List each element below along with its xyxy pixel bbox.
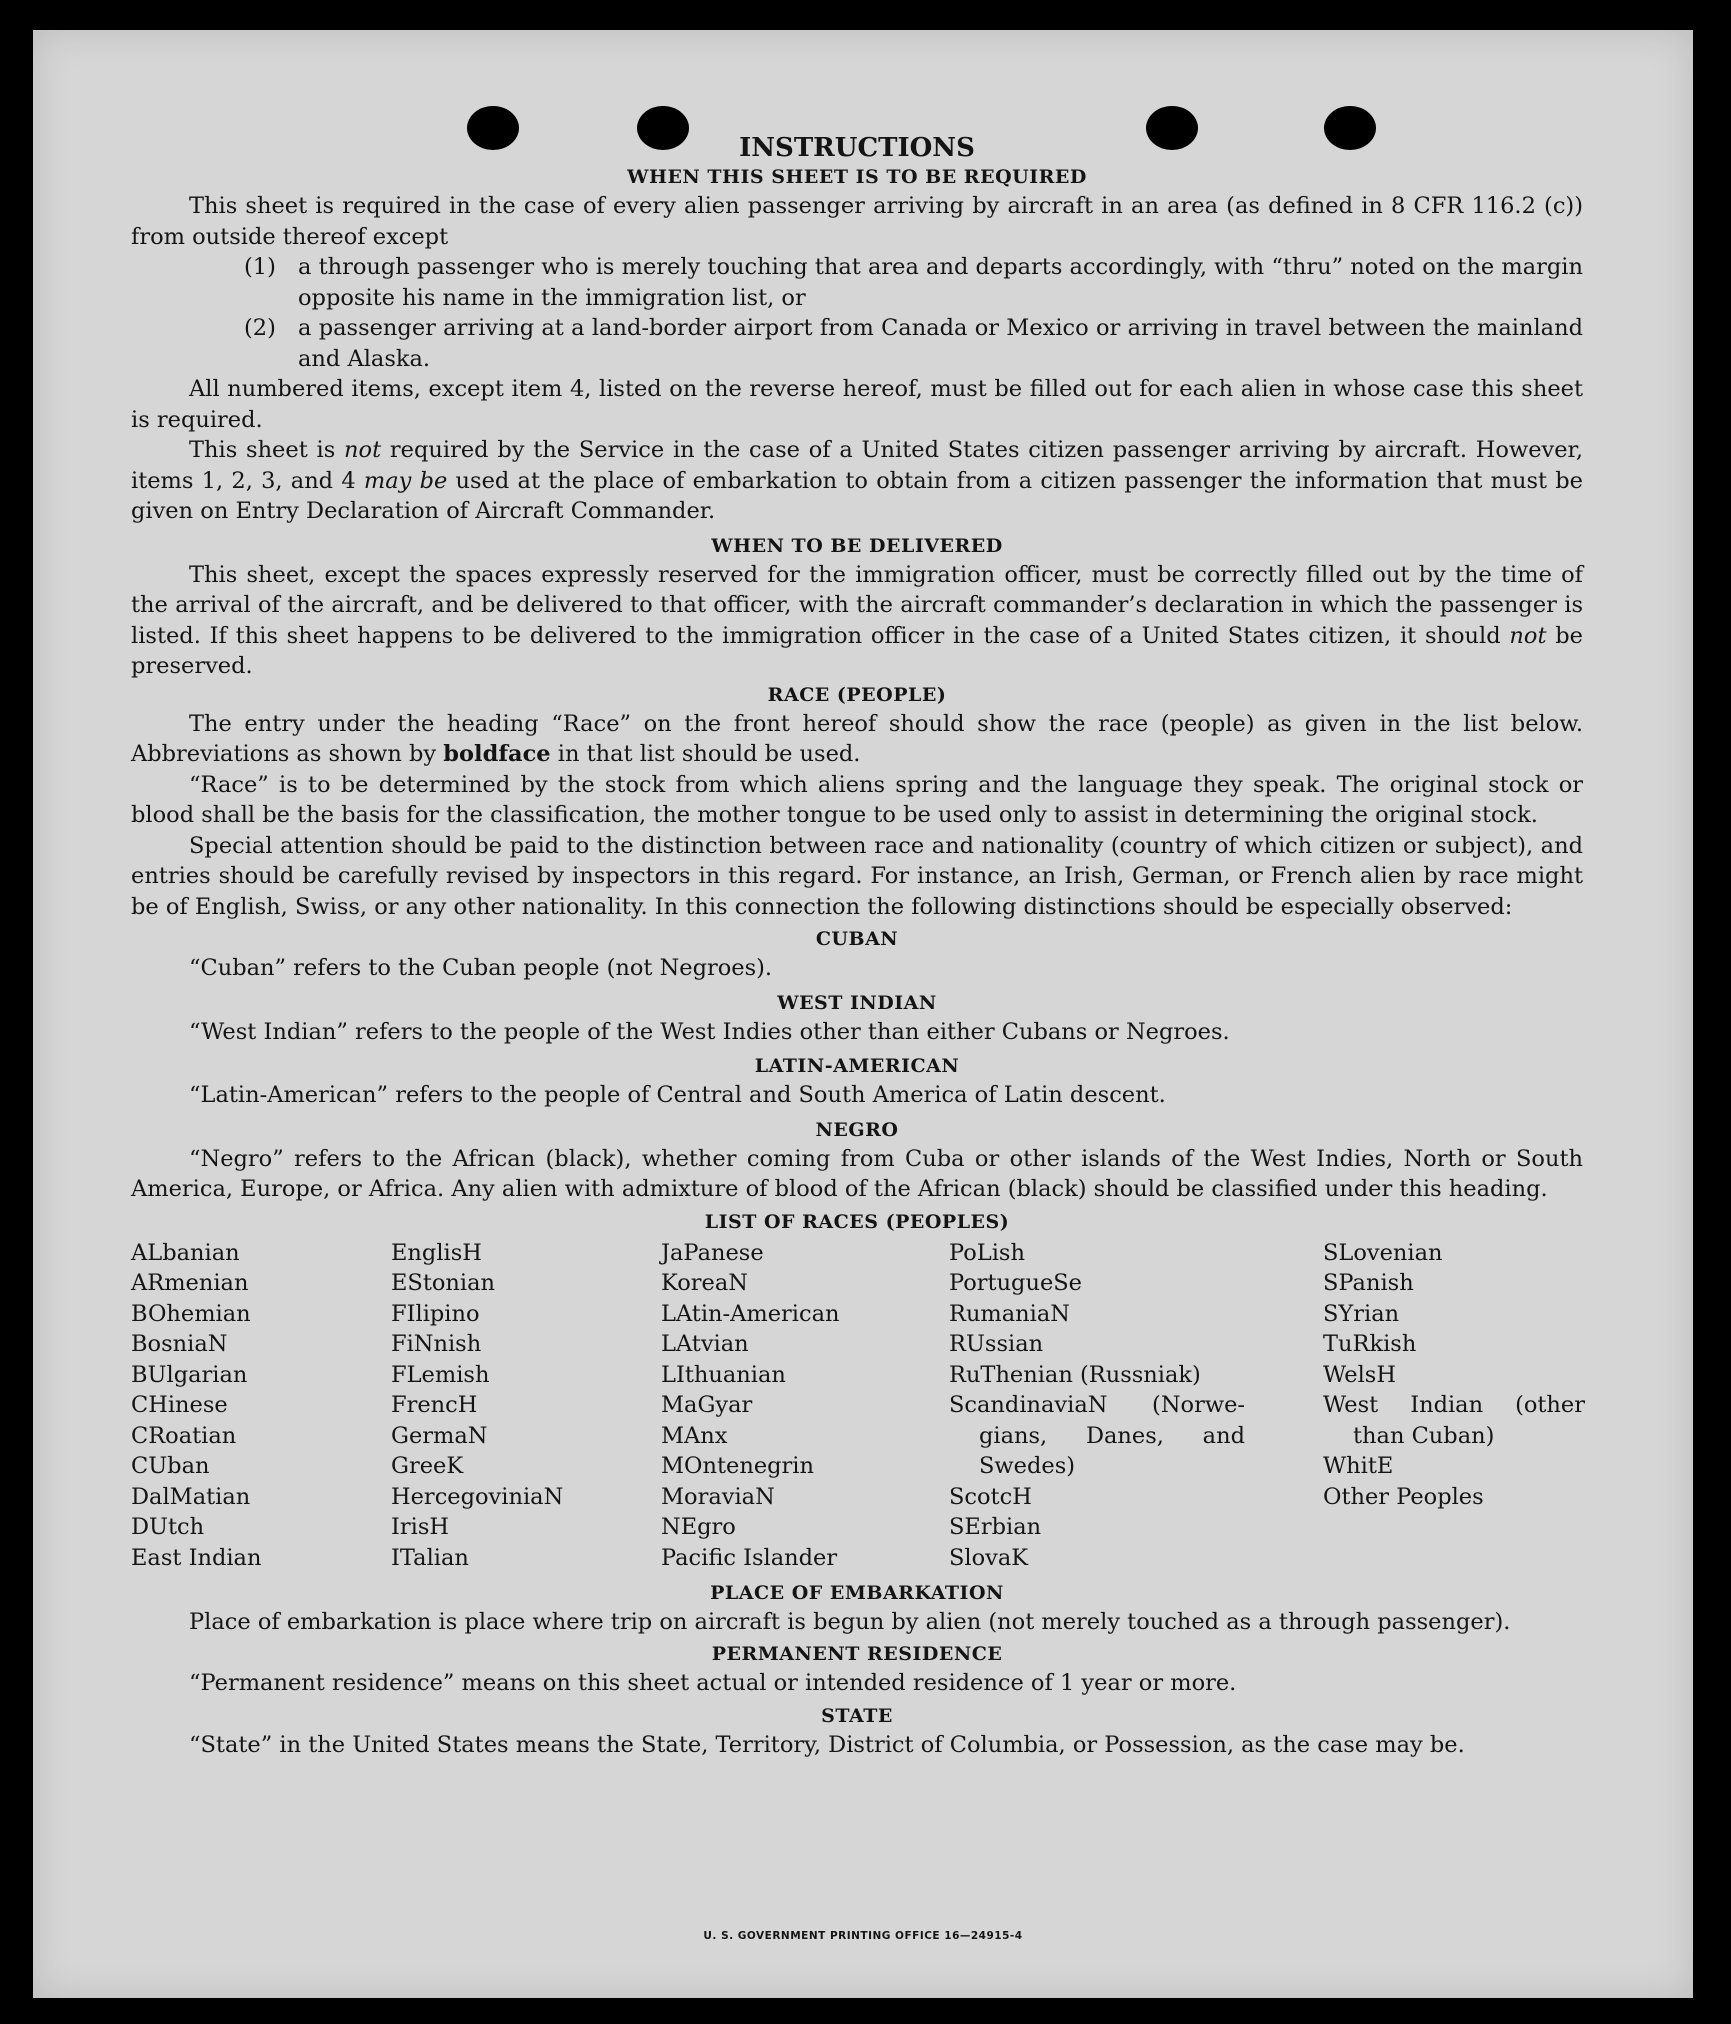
list-item: ARmenian (131, 1270, 249, 1296)
paragraph: “Latin-American” refers to the people of Central and South America of Latin descent. (189, 1082, 1166, 1108)
heading-permanent-residence: PERMANENT RESIDENCE (711, 1643, 1003, 1665)
list-item-continued: gians, Danes, and (979, 1422, 1245, 1449)
list-item: SPanish (1323, 1270, 1414, 1296)
paragraph: “Permanent residence” means on this sheet actual or intended residence of 1 year or more. (189, 1670, 1237, 1696)
list-item: BUlgarian (131, 1361, 248, 1388)
heading-list-of-races: LIST OF RACES (PEOPLES) (704, 1210, 1010, 1233)
list-item: WhitE (1323, 1453, 1394, 1479)
list-item: GreeK (391, 1453, 464, 1479)
list-item: CRoatian (131, 1422, 237, 1449)
heading-when-delivered: WHEN TO BE DELIVERED (711, 534, 1003, 557)
paragraph: This sheet is required in the case of every alien passenger arriving by aircraft in an area (as defined in 8 CFR 116.2 (c)) from outside thereof except (131, 193, 1583, 250)
numbered-item (131, 313, 1583, 374)
text-run: used at the place of embarkation to obtain from a citizen passenger the information that must be given on Entry Declaration of Aircraft Commander. (131, 467, 1583, 524)
emphasis: may be (363, 467, 448, 494)
paragraph: “West Indian” refers to the people of the West Indies other than either Cubans or Negroes. (189, 1018, 1230, 1045)
heading-cuban: CUBAN (815, 928, 899, 950)
text-run: The entry under the heading “Race” on the front hereof should show the race (people) as given in the list below. Abbreviations as shown by (131, 710, 1583, 767)
list-item: FiNnish (391, 1331, 482, 1357)
heading-state: STATE (821, 1704, 893, 1727)
list-item: DalMatian (131, 1483, 251, 1510)
list-item: RumaniaN (949, 1300, 1070, 1327)
list-item: HercegoviniaN (391, 1483, 564, 1510)
list-item: RuThenian (Russniak) (949, 1361, 1201, 1388)
paragraph: Special attention should be paid to the distinction between race and nationality (country of which citizen or subject), and entries should be carefully revised by inspectors in this regard. For instance, an Irish, German, or French alien by race might be of English, Swiss, or any other nationality. In this connection the following distinctions should be especially observed: (131, 832, 1583, 920)
paragraph: All numbered items, except item 4, listed on the reverse hereof, must be filled out for each alien in whose case this sheet is required. (131, 376, 1583, 433)
list-item: PoLish (949, 1239, 1025, 1266)
paragraph (131, 560, 1583, 682)
heading-race: RACE (PEOPLE) (767, 683, 947, 706)
text-run: This sheet is (189, 437, 345, 463)
list-item: ScotcH (949, 1483, 1032, 1510)
list-item: ScandinaviaN (Norwe- (949, 1392, 1245, 1418)
text-run: This sheet, except the spaces expressly reserved for the immigration officer, must be correctly filled out by the time of the arrival of the aircraft, and be delivered to that officer, with the aircraft commander’s declaration in which the passenger is listed. If this sheet happens to be delivered to the immigration officer in the case of a United States citizen, it should (131, 561, 1583, 649)
paragraph: Place of embarkation is place where trip on aircraft is begun by alien (not merely touched as a through passenger). (189, 1608, 1511, 1635)
list-item: West Indian (other (1323, 1392, 1585, 1418)
list-item: ITalian (391, 1544, 469, 1571)
list-item: FLemish (391, 1361, 490, 1388)
list-item: NEgro (661, 1514, 736, 1540)
paragraph: “Race” is to be determined by the stock from which aliens spring and the language they speak. The original stock or blood shall be the basis for the classification, the mother tongue to be used only to assist in determining the original stock. (131, 771, 1583, 828)
paragraph (131, 435, 1583, 527)
heading-negro: NEGRO (815, 1118, 899, 1141)
list-item: SlovaK (949, 1544, 1029, 1571)
list-item: EnglisH (391, 1239, 482, 1266)
races-column (1323, 1238, 1585, 1513)
races-column (391, 1238, 563, 1574)
list-item: RUssian (949, 1331, 1044, 1357)
list-item: BosniaN (131, 1331, 228, 1357)
instructions-content (131, 132, 1583, 1760)
heading-latin-american: LATIN-AMERICAN (754, 1055, 960, 1077)
list-item: CHinese (131, 1392, 228, 1418)
paragraph: “Cuban” refers to the Cuban people (not Negroes). (189, 955, 773, 981)
list-item: LAtin-American (661, 1300, 840, 1327)
list-item: SYrian (1323, 1300, 1400, 1327)
list-item: WelsH (1323, 1361, 1396, 1388)
list-item: MaGyar (661, 1392, 753, 1418)
heading-place-of-embarkation: PLACE OF EMBARKATION (710, 1581, 1004, 1604)
list-item: SErbian (949, 1514, 1042, 1540)
bold-word: boldface (443, 741, 551, 767)
list-item: Other Peoples (1323, 1483, 1484, 1510)
list-item: BOhemian (131, 1300, 251, 1327)
list-item: PortugueSe (949, 1270, 1083, 1296)
list-item-continued: Swedes) (979, 1453, 1076, 1479)
paragraph (131, 709, 1583, 770)
emphasis: not (344, 437, 382, 463)
item-number: (1) (244, 254, 276, 280)
list-item: IrisH (391, 1514, 450, 1540)
text-run: be preserved. (131, 622, 1583, 679)
text-run: in that list should be used. (550, 741, 861, 767)
list-item: EStonian (391, 1270, 496, 1296)
list-item: MoraviaN (661, 1483, 775, 1510)
list-item: MAnx (661, 1422, 728, 1449)
list-item: LAtvian (661, 1331, 749, 1357)
paragraph: “Negro” refers to the African (black), whether coming from Cuba or other islands of the West Indies, North or South America, Europe, or Africa. Any alien with admixture of blood of the African (black) should be classified under this heading. (131, 1145, 1583, 1202)
list-item: TuRkish (1323, 1331, 1417, 1357)
list-item: LIthuanian (661, 1361, 786, 1388)
list-item: DUtch (131, 1514, 205, 1540)
list-item: JaPanese (661, 1239, 764, 1266)
list-item: MOntenegrin (661, 1453, 814, 1479)
item-number: (2) (244, 315, 276, 341)
list-item: East Indian (131, 1544, 262, 1571)
list-item: FrencH (391, 1392, 478, 1418)
races-column (131, 1238, 261, 1574)
emphasis: not (1509, 622, 1547, 649)
list-item: CUban (131, 1453, 210, 1479)
races-column (949, 1238, 1245, 1574)
list-item: FIlipino (391, 1300, 480, 1327)
heading-west-indian: WEST INDIAN (777, 991, 937, 1014)
paragraph: “State” in the United States means the State, Territory, District of Columbia, or Possession, as the case may be. (189, 1731, 1465, 1758)
list-item: GermaN (391, 1422, 488, 1449)
item-text: a passenger arriving at a land-border airport from Canada or Mexico or arriving in travel between the mainland and Alaska. (298, 315, 1583, 372)
races-column (661, 1238, 839, 1574)
races-table (131, 1238, 1583, 1578)
instruction-sheet (33, 30, 1693, 1998)
list-item: ALbanian (131, 1239, 240, 1266)
list-item-continued: than Cuban) (1353, 1422, 1495, 1449)
printer-imprint: U. S. GOVERNMENT PRINTING OFFICE 16—24915-4 (703, 1930, 1023, 1942)
list-item: SLovenian (1323, 1239, 1443, 1266)
list-item: KoreaN (661, 1270, 748, 1296)
numbered-item (131, 252, 1583, 313)
page-title: INSTRUCTIONS (739, 133, 975, 163)
heading-when-required: WHEN THIS SHEET IS TO BE REQUIRED (627, 166, 1087, 188)
item-text: a through passenger who is merely touching that area and departs accordingly, with “thru” noted on the margin opposite his name in the immigration list, or (298, 254, 1583, 311)
text-run: required by the Service in the case of a United States citizen passenger arriving by aircraft. However, items 1, 2, 3, and 4 (131, 437, 1583, 494)
list-item: Pacific Islander (661, 1544, 838, 1571)
